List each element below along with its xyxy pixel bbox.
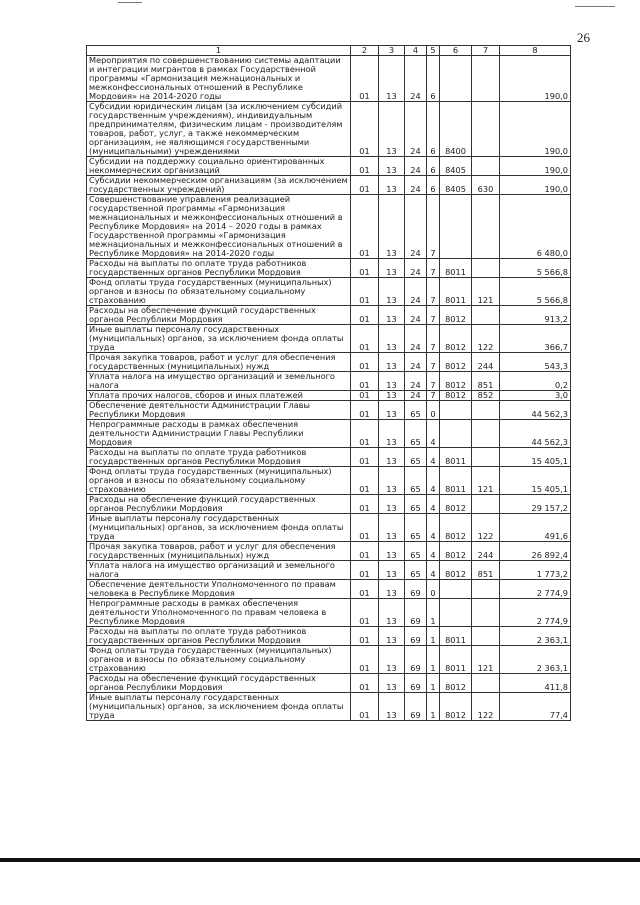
expense-name-cell: Расходы на обеспечение функций государственных органов Республики Мордовия xyxy=(87,495,351,514)
target-article-cell: 24 xyxy=(405,353,427,372)
subprogram-code-cell: 7 xyxy=(427,195,440,259)
subprogram-code-cell: 7 xyxy=(427,353,440,372)
section-code-cell: 13 xyxy=(379,176,405,195)
expense-name-cell: Уплата прочих налогов, сборов и иных платежей xyxy=(87,391,351,401)
expense-name-cell: Иные выплаты персоналу государственных (муниципальных) органов, за исключением фонда оплаты труда xyxy=(87,693,351,721)
column-header: 4 xyxy=(405,46,427,56)
expense-type-code-cell: 8405 xyxy=(440,157,472,176)
kvr-code-cell: 851 xyxy=(472,372,500,391)
ministry-code-cell: 01 xyxy=(351,542,379,561)
section-code-cell: 13 xyxy=(379,259,405,278)
section-code-cell: 13 xyxy=(379,646,405,674)
kvr-code-cell xyxy=(472,259,500,278)
ministry-code-cell: 01 xyxy=(351,306,379,325)
subprogram-code-cell: 7 xyxy=(427,278,440,306)
subprogram-code-cell: 1 xyxy=(427,646,440,674)
ministry-code-cell: 01 xyxy=(351,401,379,420)
expense-name-cell: Фонд оплаты труда государственных (муниципальных) органов и взносы по обязательному социальному страхованию xyxy=(87,278,351,306)
subprogram-code-cell: 4 xyxy=(427,448,440,467)
subprogram-code-cell: 7 xyxy=(427,325,440,353)
expense-name-cell: Субсидии на поддержку социально ориентированных некоммерческих организаций xyxy=(87,157,351,176)
section-code-cell: 13 xyxy=(379,495,405,514)
scan-mark xyxy=(118,2,142,3)
table-row xyxy=(87,278,571,306)
expense-name-cell: Иные выплаты персоналу государственных (муниципальных) органов, за исключением фонда оплаты труда xyxy=(87,325,351,353)
expense-name-cell: Непрограммные расходы в рамках обеспечения деятельности Уполномоченного по правам человека в Республике Мордовия xyxy=(87,599,351,627)
amount-cell: 3,0 xyxy=(500,391,571,401)
expense-type-code-cell: 8012 xyxy=(440,353,472,372)
subprogram-code-cell: 4 xyxy=(427,420,440,448)
ministry-code-cell: 01 xyxy=(351,420,379,448)
budget-table xyxy=(86,45,571,721)
expense-type-code-cell xyxy=(440,195,472,259)
section-code-cell: 13 xyxy=(379,542,405,561)
amount-cell: 44 562,3 xyxy=(500,420,571,448)
section-code-cell: 13 xyxy=(379,580,405,599)
ministry-code-cell: 01 xyxy=(351,693,379,721)
target-article-cell: 69 xyxy=(405,599,427,627)
target-article-cell: 24 xyxy=(405,325,427,353)
header-row xyxy=(87,46,571,56)
amount-cell: 2 774,9 xyxy=(500,599,571,627)
amount-cell: 5 566,8 xyxy=(500,259,571,278)
amount-cell: 411,8 xyxy=(500,674,571,693)
amount-cell: 1 773,2 xyxy=(500,561,571,580)
expense-type-code-cell: 8011 xyxy=(440,627,472,646)
target-article-cell: 24 xyxy=(405,102,427,157)
ministry-code-cell: 01 xyxy=(351,325,379,353)
amount-cell: 44 562,3 xyxy=(500,401,571,420)
expense-name-cell: Прочая закупка товаров, работ и услуг для обеспечения государственных (муниципальных) нужд xyxy=(87,542,351,561)
kvr-code-cell xyxy=(472,195,500,259)
section-code-cell: 13 xyxy=(379,372,405,391)
expense-name-cell: Мероприятия по совершенствованию системы адаптации и интеграции мигрантов в рамках Государственной программы «Гармонизация межнациональных и межконфессиональных отношений в Республике Мордовия» на 2014-2020 годы xyxy=(87,56,351,102)
amount-cell: 190,0 xyxy=(500,157,571,176)
column-header: 6 xyxy=(440,46,472,56)
target-article-cell: 24 xyxy=(405,259,427,278)
subprogram-code-cell: 6 xyxy=(427,157,440,176)
expense-type-code-cell xyxy=(440,580,472,599)
expense-name-cell: Уплата налога на имущество организаций и земельного налога xyxy=(87,561,351,580)
subprogram-code-cell: 4 xyxy=(427,495,440,514)
target-article-cell: 65 xyxy=(405,561,427,580)
amount-cell: 15 405,1 xyxy=(500,448,571,467)
ministry-code-cell: 01 xyxy=(351,627,379,646)
subprogram-code-cell: 1 xyxy=(427,674,440,693)
kvr-code-cell: 122 xyxy=(472,693,500,721)
table-row xyxy=(87,448,571,467)
kvr-code-cell xyxy=(472,306,500,325)
section-code-cell: 13 xyxy=(379,693,405,721)
ministry-code-cell: 01 xyxy=(351,102,379,157)
amount-cell: 190,0 xyxy=(500,56,571,102)
table-row xyxy=(87,372,571,391)
expense-type-code-cell: 8011 xyxy=(440,278,472,306)
amount-cell: 2 363,1 xyxy=(500,646,571,674)
ministry-code-cell: 01 xyxy=(351,278,379,306)
expense-name-cell: Субсидии некоммерческим организациям (за исключением государственных учреждений) xyxy=(87,176,351,195)
page-number: 26 xyxy=(577,30,590,45)
subprogram-code-cell: 1 xyxy=(427,599,440,627)
table-row xyxy=(87,542,571,561)
target-article-cell: 24 xyxy=(405,306,427,325)
expense-type-code-cell: 8011 xyxy=(440,467,472,495)
column-header: 8 xyxy=(500,46,571,56)
section-code-cell: 13 xyxy=(379,599,405,627)
ministry-code-cell: 01 xyxy=(351,599,379,627)
kvr-code-cell xyxy=(472,102,500,157)
amount-cell: 2 363,1 xyxy=(500,627,571,646)
expense-name-cell: Субсидии юридическим лицам (за исключением субсидий государственным учреждениям), индивидуальным предпринимателям, физическим лицам - производителям товаров, работ, услуг, а также некоммерческим организациям, не являющимся государственными (муниципальными) учреждениями xyxy=(87,102,351,157)
table-row xyxy=(87,467,571,495)
ministry-code-cell: 01 xyxy=(351,391,379,401)
amount-cell: 2 774,9 xyxy=(500,580,571,599)
expense-type-code-cell xyxy=(440,401,472,420)
kvr-code-cell: 121 xyxy=(472,646,500,674)
ministry-code-cell: 01 xyxy=(351,561,379,580)
table-row xyxy=(87,693,571,721)
kvr-code-cell xyxy=(472,627,500,646)
table-row xyxy=(87,401,571,420)
subprogram-code-cell: 6 xyxy=(427,176,440,195)
column-header: 7 xyxy=(472,46,500,56)
kvr-code-cell xyxy=(472,599,500,627)
target-article-cell: 65 xyxy=(405,448,427,467)
ministry-code-cell: 01 xyxy=(351,353,379,372)
expense-type-code-cell: 8012 xyxy=(440,693,472,721)
expense-name-cell: Иные выплаты персоналу государственных (муниципальных) органов, за исключением фонда оплаты труда xyxy=(87,514,351,542)
kvr-code-cell xyxy=(472,674,500,693)
target-article-cell: 24 xyxy=(405,372,427,391)
table-body xyxy=(87,56,571,721)
kvr-code-cell: 122 xyxy=(472,325,500,353)
section-code-cell: 13 xyxy=(379,514,405,542)
expense-name-cell: Расходы на выплаты по оплате труда работников государственных органов Республики Мордовия xyxy=(87,448,351,467)
kvr-code-cell: 121 xyxy=(472,278,500,306)
expense-type-code-cell: 8011 xyxy=(440,448,472,467)
ministry-code-cell: 01 xyxy=(351,448,379,467)
expense-type-code-cell: 8012 xyxy=(440,542,472,561)
table-row xyxy=(87,514,571,542)
page-bottom-rule xyxy=(0,858,640,862)
kvr-code-cell xyxy=(472,56,500,102)
section-code-cell: 13 xyxy=(379,353,405,372)
expense-type-code-cell xyxy=(440,420,472,448)
table-row xyxy=(87,674,571,693)
kvr-code-cell: 244 xyxy=(472,542,500,561)
expense-type-code-cell: 8012 xyxy=(440,372,472,391)
expense-type-code-cell: 8012 xyxy=(440,325,472,353)
target-article-cell: 24 xyxy=(405,176,427,195)
kvr-code-cell: 851 xyxy=(472,561,500,580)
expense-type-code-cell: 8011 xyxy=(440,259,472,278)
ministry-code-cell: 01 xyxy=(351,157,379,176)
section-code-cell: 13 xyxy=(379,102,405,157)
ministry-code-cell: 01 xyxy=(351,495,379,514)
kvr-code-cell xyxy=(472,420,500,448)
expense-name-cell: Расходы на обеспечение функций государственных органов Республики Мордовия xyxy=(87,306,351,325)
subprogram-code-cell: 7 xyxy=(427,306,440,325)
section-code-cell: 13 xyxy=(379,674,405,693)
expense-name-cell: Прочая закупка товаров, работ и услуг для обеспечения государственных (муниципальных) нужд xyxy=(87,353,351,372)
table-row xyxy=(87,495,571,514)
scan-mark xyxy=(575,6,615,7)
section-code-cell: 13 xyxy=(379,627,405,646)
expense-type-code-cell: 8012 xyxy=(440,495,472,514)
amount-cell: 29 157,2 xyxy=(500,495,571,514)
expense-type-code-cell xyxy=(440,599,472,627)
expense-type-code-cell xyxy=(440,56,472,102)
section-code-cell: 13 xyxy=(379,467,405,495)
table-row xyxy=(87,325,571,353)
amount-cell: 190,0 xyxy=(500,176,571,195)
subprogram-code-cell: 4 xyxy=(427,561,440,580)
table-row xyxy=(87,391,571,401)
table-row xyxy=(87,580,571,599)
expense-name-cell: Обеспечение деятельности Уполномоченного по правам человека в Республике Мордовия xyxy=(87,580,351,599)
section-code-cell: 13 xyxy=(379,195,405,259)
ministry-code-cell: 01 xyxy=(351,372,379,391)
ministry-code-cell: 01 xyxy=(351,259,379,278)
table-row xyxy=(87,420,571,448)
table-row xyxy=(87,646,571,674)
table-row xyxy=(87,599,571,627)
ministry-code-cell: 01 xyxy=(351,195,379,259)
ministry-code-cell: 01 xyxy=(351,514,379,542)
table-row xyxy=(87,176,571,195)
subprogram-code-cell: 0 xyxy=(427,580,440,599)
kvr-code-cell: 121 xyxy=(472,467,500,495)
kvr-code-cell xyxy=(472,495,500,514)
kvr-code-cell: 244 xyxy=(472,353,500,372)
expense-name-cell: Фонд оплаты труда государственных (муниципальных) органов и взносы по обязательному социальному страхованию xyxy=(87,646,351,674)
target-article-cell: 65 xyxy=(405,542,427,561)
target-article-cell: 69 xyxy=(405,646,427,674)
table-row xyxy=(87,56,571,102)
section-code-cell: 13 xyxy=(379,420,405,448)
subprogram-code-cell: 4 xyxy=(427,467,440,495)
ministry-code-cell: 01 xyxy=(351,176,379,195)
kvr-code-cell xyxy=(472,401,500,420)
expense-name-cell: Фонд оплаты труда государственных (муниципальных) органов и взносы по обязательному социальному страхованию xyxy=(87,467,351,495)
target-article-cell: 65 xyxy=(405,467,427,495)
amount-cell: 15 405,1 xyxy=(500,467,571,495)
amount-cell: 190,0 xyxy=(500,102,571,157)
amount-cell: 366,7 xyxy=(500,325,571,353)
subprogram-code-cell: 7 xyxy=(427,372,440,391)
expense-type-code-cell: 8405 xyxy=(440,176,472,195)
section-code-cell: 13 xyxy=(379,56,405,102)
subprogram-code-cell: 7 xyxy=(427,391,440,401)
section-code-cell: 13 xyxy=(379,561,405,580)
target-article-cell: 24 xyxy=(405,278,427,306)
kvr-code-cell xyxy=(472,448,500,467)
target-article-cell: 69 xyxy=(405,580,427,599)
amount-cell: 26 892,4 xyxy=(500,542,571,561)
subprogram-code-cell: 0 xyxy=(427,401,440,420)
amount-cell: 5 566,8 xyxy=(500,278,571,306)
expense-type-code-cell: 8012 xyxy=(440,391,472,401)
expense-type-code-cell: 8012 xyxy=(440,514,472,542)
expense-name-cell: Расходы на выплаты по оплате труда работников государственных органов Республики Мордовия xyxy=(87,259,351,278)
subprogram-code-cell: 6 xyxy=(427,102,440,157)
column-header: 5 xyxy=(427,46,440,56)
kvr-code-cell xyxy=(472,157,500,176)
subprogram-code-cell: 4 xyxy=(427,542,440,561)
expense-type-code-cell: 8012 xyxy=(440,561,472,580)
expense-name-cell: Непрограммные расходы в рамках обеспечения деятельности Администрации Главы Республики Мордовия xyxy=(87,420,351,448)
expense-name-cell: Расходы на выплаты по оплате труда работников государственных органов Республики Мордовия xyxy=(87,627,351,646)
amount-cell: 77,4 xyxy=(500,693,571,721)
kvr-code-cell: 122 xyxy=(472,514,500,542)
target-article-cell: 24 xyxy=(405,391,427,401)
table-row xyxy=(87,306,571,325)
ministry-code-cell: 01 xyxy=(351,646,379,674)
subprogram-code-cell: 7 xyxy=(427,259,440,278)
amount-cell: 543,3 xyxy=(500,353,571,372)
target-article-cell: 65 xyxy=(405,514,427,542)
table-row xyxy=(87,627,571,646)
kvr-code-cell xyxy=(472,580,500,599)
target-article-cell: 65 xyxy=(405,495,427,514)
table-row xyxy=(87,195,571,259)
subprogram-code-cell: 1 xyxy=(427,693,440,721)
target-article-cell: 69 xyxy=(405,693,427,721)
target-article-cell: 24 xyxy=(405,195,427,259)
target-article-cell: 65 xyxy=(405,401,427,420)
subprogram-code-cell: 4 xyxy=(427,514,440,542)
expense-type-code-cell: 8012 xyxy=(440,306,472,325)
expense-name-cell: Обеспечение деятельности Администрации Главы Республики Мордовия xyxy=(87,401,351,420)
table-row xyxy=(87,353,571,372)
section-code-cell: 13 xyxy=(379,325,405,353)
amount-cell: 491,6 xyxy=(500,514,571,542)
table-row xyxy=(87,259,571,278)
section-code-cell: 13 xyxy=(379,448,405,467)
ministry-code-cell: 01 xyxy=(351,467,379,495)
table-row xyxy=(87,561,571,580)
target-article-cell: 24 xyxy=(405,157,427,176)
section-code-cell: 13 xyxy=(379,391,405,401)
kvr-code-cell: 852 xyxy=(472,391,500,401)
section-code-cell: 13 xyxy=(379,278,405,306)
expense-name-cell: Уплата налога на имущество организаций и земельного налога xyxy=(87,372,351,391)
section-code-cell: 13 xyxy=(379,306,405,325)
subprogram-code-cell: 6 xyxy=(427,56,440,102)
expense-type-code-cell: 8012 xyxy=(440,674,472,693)
amount-cell: 913,2 xyxy=(500,306,571,325)
table-row xyxy=(87,157,571,176)
column-header: 1 xyxy=(87,46,351,56)
expense-type-code-cell: 8400 xyxy=(440,102,472,157)
ministry-code-cell: 01 xyxy=(351,580,379,599)
target-article-cell: 69 xyxy=(405,627,427,646)
column-header: 2 xyxy=(351,46,379,56)
ministry-code-cell: 01 xyxy=(351,56,379,102)
subprogram-code-cell: 1 xyxy=(427,627,440,646)
target-article-cell: 24 xyxy=(405,56,427,102)
kvr-code-cell: 630 xyxy=(472,176,500,195)
target-article-cell: 69 xyxy=(405,674,427,693)
expense-name-cell: Совершенствование управления реализацией государственной программы «Гармонизация межнациональных и межконфессиональных отношений в Республике Мордовия» на 2014 – 2020 годы в рамках Государственной программы «Гармонизация межнациональных и межконфессиональных отношений в Республике Мордовия» на 2014-2020 годы xyxy=(87,195,351,259)
amount-cell: 6 480,0 xyxy=(500,195,571,259)
column-header: 3 xyxy=(379,46,405,56)
expense-type-code-cell: 8011 xyxy=(440,646,472,674)
ministry-code-cell: 01 xyxy=(351,674,379,693)
target-article-cell: 65 xyxy=(405,420,427,448)
section-code-cell: 13 xyxy=(379,401,405,420)
amount-cell: 0,2 xyxy=(500,372,571,391)
section-code-cell: 13 xyxy=(379,157,405,176)
expense-name-cell: Расходы на обеспечение функций государственных органов Республики Мордовия xyxy=(87,674,351,693)
table-row xyxy=(87,102,571,157)
